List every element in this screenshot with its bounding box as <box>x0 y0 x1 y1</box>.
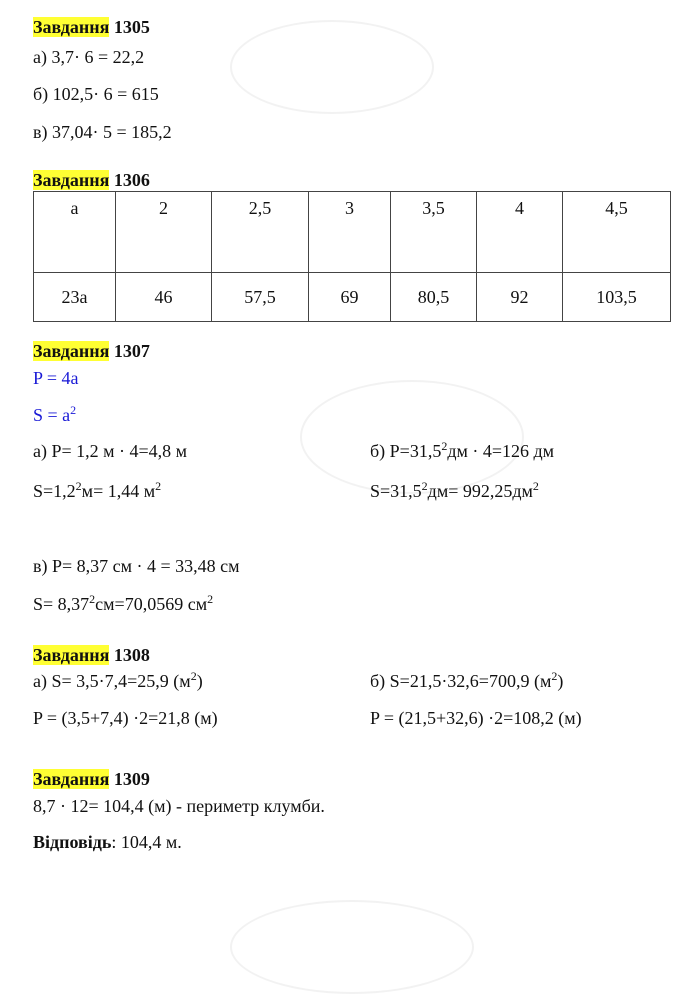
task-1309-title-highlight: Завдання <box>33 769 110 789</box>
a-area-exp: 2 <box>190 669 197 683</box>
task-1307-a-area <box>33 481 161 502</box>
table-cell: 3 <box>309 192 391 273</box>
watermark-circle-1 <box>230 20 434 114</box>
task-1308-number: 1308 <box>113 645 150 665</box>
task-1309-answer <box>33 832 182 853</box>
task-1305-line-c: в) 37,04· 5 = 185,2 <box>33 122 172 142</box>
formula-perimeter: P = 4a <box>33 368 79 388</box>
task-1309-line: 8,7 · 12= 104,4 (м) - периметр клумби. <box>33 796 325 816</box>
table-cell: 80,5 <box>391 273 477 322</box>
c-area-exp: 2 <box>207 592 214 606</box>
table-cell: 23a <box>34 273 116 322</box>
a-area-exp: 2 <box>155 479 162 493</box>
b-area-exp: 2 <box>551 669 558 683</box>
b-area-part: ) <box>557 671 564 691</box>
a-area-exp: 2 <box>75 479 82 493</box>
a-area-part: а) S= 3,5·7,4=25,9 (м <box>33 671 191 691</box>
task-1306-table <box>33 191 671 322</box>
b-area-part: б) S=21,5·32,6=700,9 (м <box>370 671 552 691</box>
task-1307-title <box>33 341 150 362</box>
answer-label: Відповідь <box>33 832 112 852</box>
table-row-23a <box>34 273 671 322</box>
task-1309-number: 1309 <box>113 769 150 789</box>
watermark-circle-3 <box>230 900 474 994</box>
task-1307-b-area <box>370 481 539 502</box>
task-1306-title <box>33 170 150 191</box>
task-1308-b-perimeter: P = (21,5+32,6) ·2=108,2 (м) <box>370 708 582 728</box>
task-1307-title-highlight: Завдання <box>33 341 110 361</box>
task-1305-line-b: б) 102,5· 6 = 615 <box>33 84 159 104</box>
b-area-exp: 2 <box>421 479 428 493</box>
task-1307-a-perimeter: а) P= 1,2 м · 4=4,8 м <box>33 441 188 461</box>
b-perimeter-part: б) P=31,5 <box>370 441 442 461</box>
table-cell: a <box>34 192 116 273</box>
watermark-circle-2 <box>300 380 524 494</box>
b-area-exp: 2 <box>532 479 539 493</box>
formula-area-exponent: 2 <box>70 403 77 417</box>
task-1307-b-perimeter <box>370 441 554 462</box>
table-cell: 103,5 <box>563 273 671 322</box>
b-area-part: дм= 992,25дм <box>427 481 533 501</box>
task-1308-b-area <box>370 671 563 692</box>
task-1306-title-highlight: Завдання <box>33 170 110 190</box>
answer-text: : 104,4 м. <box>111 832 182 852</box>
c-area-part: S= 8,37 <box>33 594 90 614</box>
formula-area <box>33 405 76 426</box>
task-1308-title <box>33 645 150 666</box>
table-cell: 46 <box>116 273 212 322</box>
task-1307-c-perimeter: в) P= 8,37 см · 4 = 33,48 см <box>33 556 240 576</box>
task-1308-a-perimeter: P = (3,5+7,4) ·2=21,8 (м) <box>33 708 218 728</box>
a-area-part: м= 1,44 м <box>81 481 156 501</box>
table-row-a <box>34 192 671 273</box>
task-1307-c-area <box>33 594 213 615</box>
task-1305-title-highlight: Завдання <box>33 17 110 37</box>
task-1305-title <box>33 17 150 38</box>
task-1306-number: 1306 <box>113 170 150 190</box>
table-cell: 57,5 <box>212 273 309 322</box>
table-cell: 4,5 <box>563 192 671 273</box>
b-perimeter-part: дм · 4=126 дм <box>447 441 555 461</box>
task-1307-number: 1307 <box>113 341 150 361</box>
task-1305-number: 1305 <box>113 17 150 37</box>
b-perimeter-exp: 2 <box>441 439 448 453</box>
c-area-part: см=70,0569 см <box>95 594 208 614</box>
table-cell: 92 <box>477 273 563 322</box>
a-area-part: S=1,2 <box>33 481 76 501</box>
table-cell: 2 <box>116 192 212 273</box>
formula-area-base: S = a <box>33 405 71 425</box>
c-area-exp: 2 <box>89 592 96 606</box>
table-cell: 3,5 <box>391 192 477 273</box>
task-1308-a-area <box>33 671 203 692</box>
task-1305-line-a: а) 3,7· 6 = 22,2 <box>33 47 145 67</box>
table-cell: 2,5 <box>212 192 309 273</box>
task-1309-title <box>33 769 150 790</box>
task-1308-title-highlight: Завдання <box>33 645 110 665</box>
table-cell: 69 <box>309 273 391 322</box>
table-cell: 4 <box>477 192 563 273</box>
b-area-part: S=31,5 <box>370 481 422 501</box>
a-area-part: ) <box>196 671 203 691</box>
